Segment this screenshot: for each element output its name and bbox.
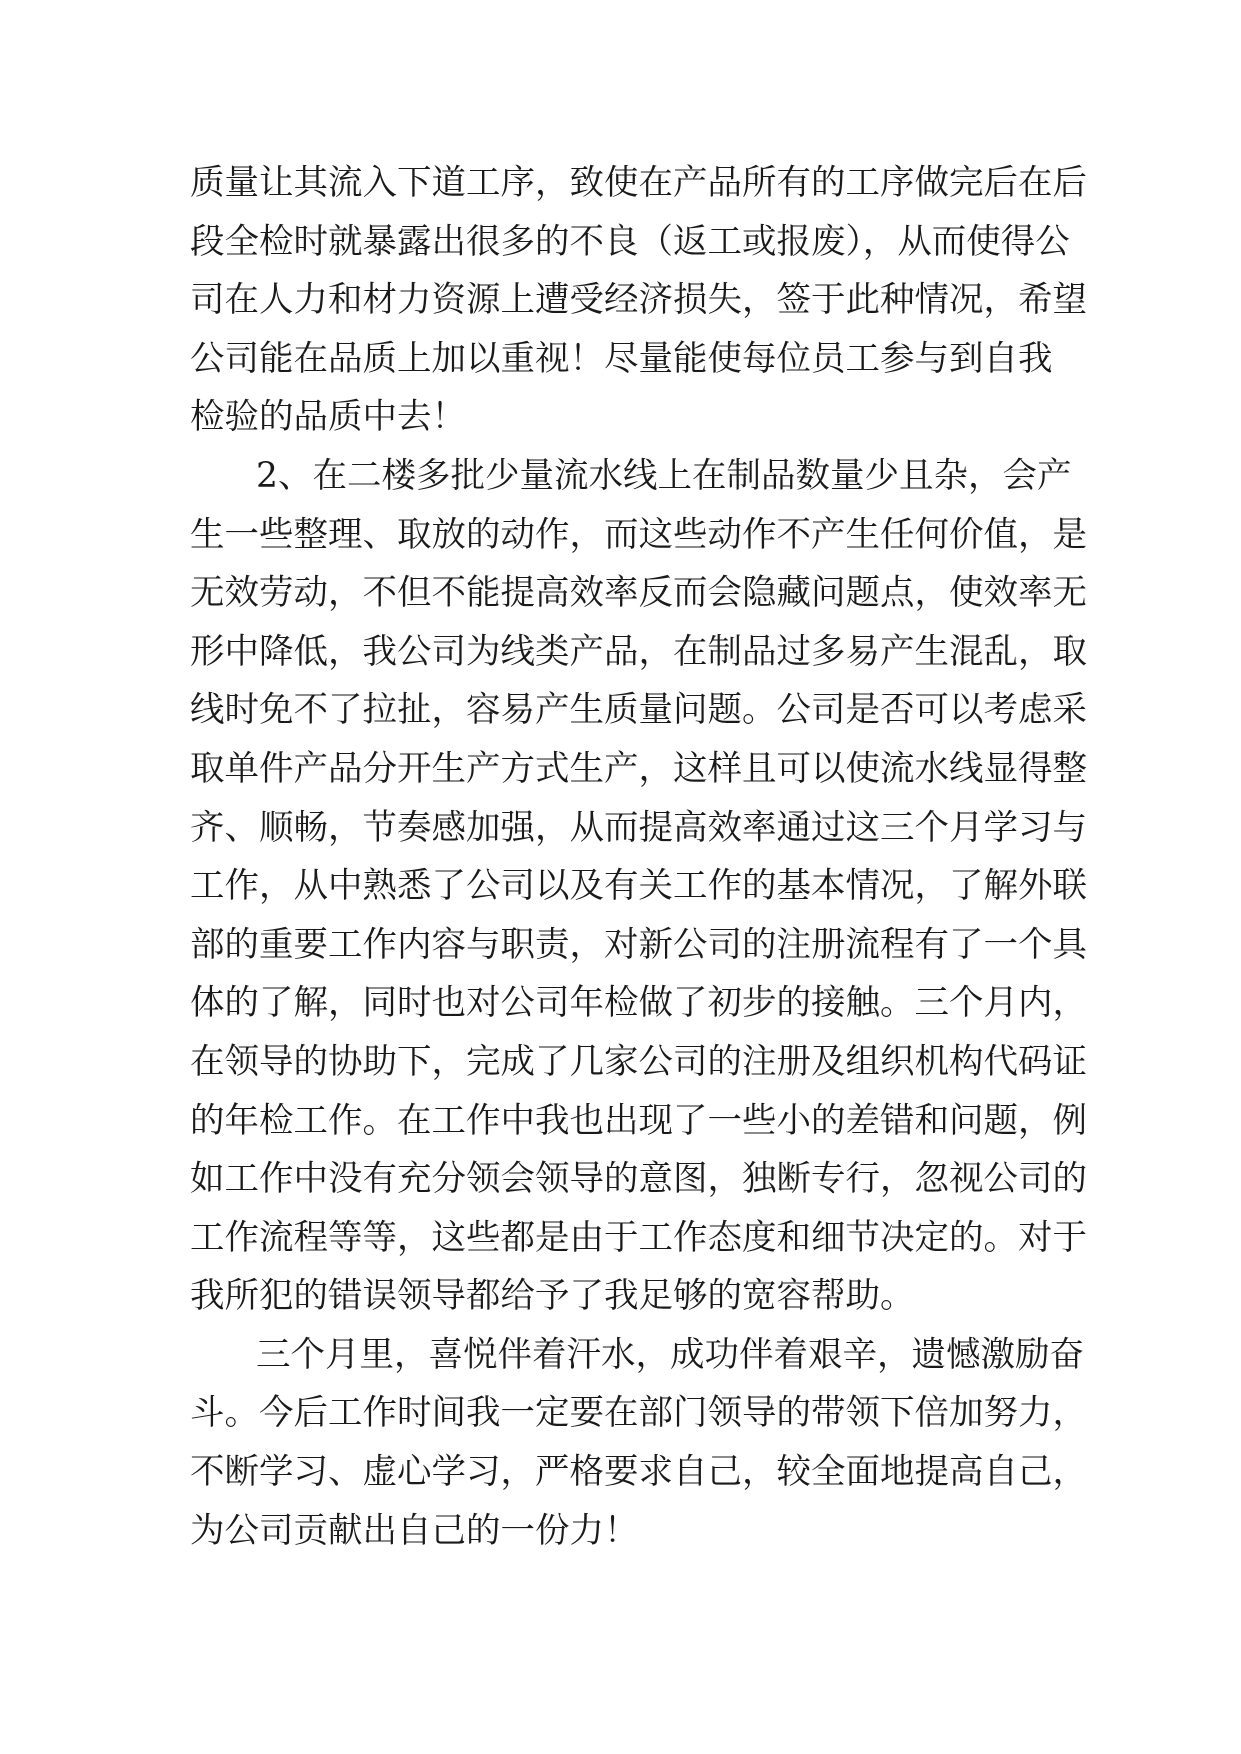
- text-line: 为公司贡献出自己的一份力！: [190, 1510, 639, 1551]
- text-line: 段全检时就暴露出很多的不良（返工或报废），从而使得公: [190, 221, 1070, 262]
- text-line: 生一些整理、取放的动作，而这些动作不产生任何价值，是: [190, 514, 1087, 555]
- text-line: 三个月里，喜悦伴着汗水，成功伴着艰辛，遗憾激励奋: [256, 1334, 1084, 1375]
- text-line: 2、在二楼多批少量流水线上在制品数量少且杂，会产: [256, 455, 1072, 496]
- text-line: 形中降低，我公司为线类产品，在制品过多易产生混乱，取: [190, 631, 1087, 672]
- text-line: 检验的品质中去！: [190, 397, 466, 438]
- text-line: 的年检工作。在工作中我也出现了一些小的差错和问题，例: [190, 1100, 1087, 1141]
- text-line: 斗。今后工作时间我一定要在部门领导的带领下倍加努力，: [190, 1393, 1087, 1434]
- text-line: 体的了解，同时也对公司年检做了初步的接触。三个月内，: [190, 983, 1087, 1024]
- text-line: 司在人力和材力资源上遭受经济损失，签于此种情况，希望: [190, 280, 1087, 321]
- text-line: 如工作中没有充分领会领导的意图，独断专行，忽视公司的: [190, 1159, 1087, 1200]
- text-line: 部的重要工作内容与职责，对新公司的注册流程有了一个具: [190, 924, 1087, 965]
- text-line: 在领导的协助下，完成了几家公司的注册及组织机构代码证: [190, 1041, 1087, 1082]
- text-line: 无效劳动，不但不能提高效率反而会隐藏问题点，使效率无: [190, 573, 1087, 614]
- body-text: [190, 154, 1087, 1560]
- text-line: 不断学习、虚心学习，严格要求自己，较全面地提高自己，: [190, 1452, 1087, 1493]
- text-line: 工作流程等等，这些都是由于工作态度和细节决定的。对于: [190, 1217, 1087, 1258]
- text-line: 齐、顺畅，节奏感加强，从而提高效率通过这三个月学习与: [190, 807, 1087, 848]
- text-line: 工作，从中熟悉了公司以及有关工作的基本情况，了解外联: [190, 866, 1087, 907]
- text-line: 公司能在品质上加以重视！尽量能使每位员工参与到自我: [190, 338, 1053, 379]
- text-line: 质量让其流入下道工序，致使在产品所有的工序做完后在后: [190, 163, 1087, 203]
- text-line: 我所犯的错误领导都给予了我足够的宽容帮助。: [190, 1276, 915, 1317]
- text-line: 取单件产品分开生产方式生产，这样且可以使流水线显得整: [190, 748, 1087, 789]
- text-line: 线时免不了拉扯，容易产生质量问题。公司是否可以考虑采: [190, 690, 1087, 731]
